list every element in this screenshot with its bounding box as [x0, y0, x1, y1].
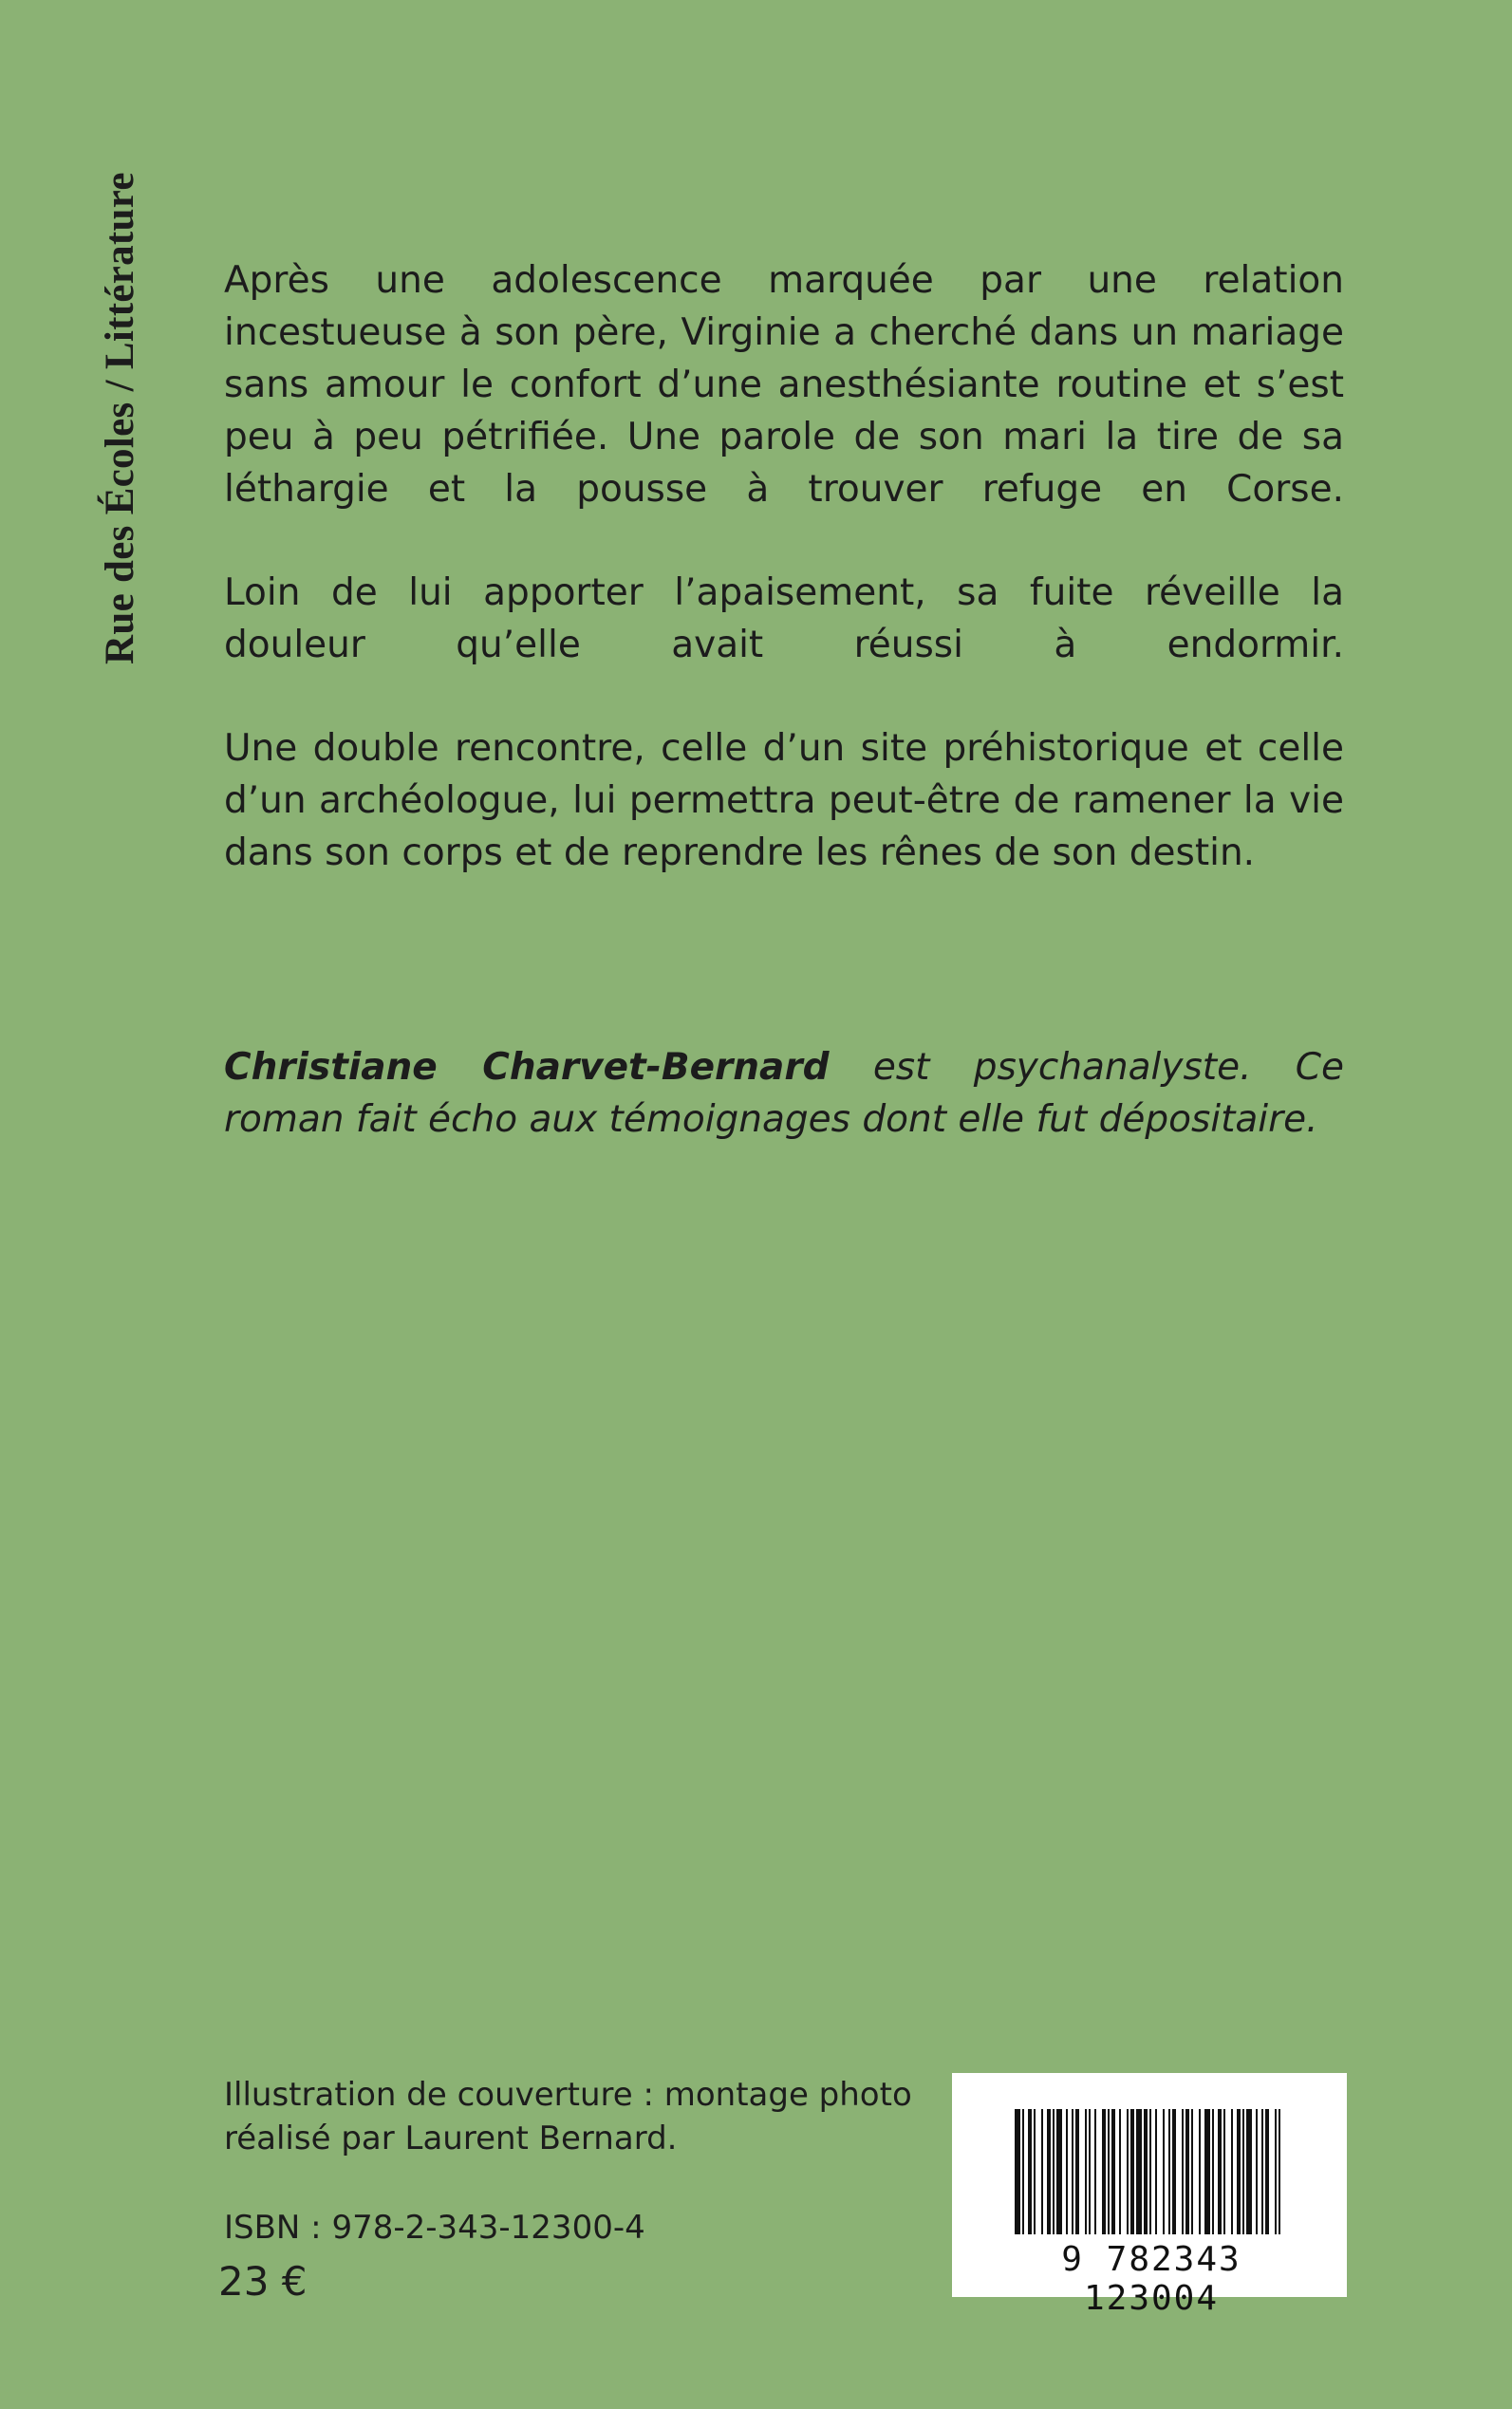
barcode-bar	[1185, 2109, 1189, 2234]
price: 23 €	[218, 2258, 308, 2305]
barcode-bar	[1075, 2109, 1079, 2234]
barcode-bar	[1172, 2109, 1176, 2234]
barcode-bar	[1130, 2109, 1134, 2234]
barcode-bar	[1218, 2109, 1222, 2234]
author-description: est psychanalyste. Ce roman fait écho aux témoignages dont elle fut dépositaire.	[224, 1046, 1344, 1141]
blurb-paragraph-2: Loin de lui apporter l’apaisement, sa fuite réveille la douleur qu’elle avait réussi à endormir.	[224, 571, 1344, 666]
barcode-bar	[1212, 2109, 1214, 2234]
blurb-paragraph-3: Une double rencontre, celle d’un site préhistorique et celle d’un archéologue, lui permettra peut-être de ramener la vie dans son corps et de reprendre les rênes de son destin.	[224, 727, 1344, 874]
barcode-bar	[1041, 2109, 1043, 2234]
barcode-bar	[1136, 2109, 1142, 2234]
barcode-bar	[1242, 2109, 1244, 2234]
barcode-bar	[1072, 2109, 1073, 2234]
barcode-bar	[1034, 2109, 1036, 2234]
barcode-bar	[1111, 2109, 1115, 2234]
barcode-bar	[1015, 2109, 1020, 2234]
barcode-bar	[1149, 2109, 1151, 2234]
barcode-bar	[1191, 2109, 1193, 2234]
barcode-bar	[1089, 2109, 1091, 2234]
barcode-bar	[1199, 2109, 1201, 2234]
barcode-digits: 9 782343 123004	[1061, 2240, 1241, 2318]
barcode-bar	[1275, 2109, 1277, 2234]
barcode-bar	[1066, 2109, 1068, 2234]
barcode-bar	[1119, 2109, 1121, 2234]
barcode-bar	[1256, 2109, 1258, 2234]
barcode-bar	[1265, 2109, 1269, 2234]
barcode-bar	[1223, 2109, 1225, 2234]
barcode	[952, 2073, 1347, 2318]
barcode-bar	[1053, 2109, 1055, 2234]
author-note	[224, 1041, 1344, 1146]
cover-credits-line-1: Illustration de couverture : montage photo	[224, 2076, 912, 2114]
barcode-bar	[1237, 2109, 1241, 2234]
barcode-bar	[1022, 2109, 1024, 2234]
barcode-bar	[1168, 2109, 1170, 2234]
barcode-bar	[1279, 2109, 1280, 2234]
series-label: Rue des Écoles / Littérature	[98, 172, 142, 664]
barcode-bar	[1028, 2109, 1032, 2234]
cover-credits-line-2: réalisé par Laurent Bernard.	[224, 2120, 678, 2157]
barcode-bar	[1246, 2109, 1252, 2234]
blurb-paragraph-1: Après une adolescence marquée par une relation incestueuse à son père, Virginie a cherché dans un mariage sans amour le confort d’une anesthésiante routine et s’est peu à peu pétrifiée. Une parole de son mari la tire de sa léthargie et la pousse à trouver refuge en Corse.	[224, 259, 1344, 511]
barcode-bar	[1182, 2109, 1184, 2234]
barcode-bar	[1085, 2109, 1087, 2234]
barcode-bar	[1204, 2109, 1210, 2234]
barcode-bar	[1231, 2109, 1233, 2234]
barcode-bar	[1108, 2109, 1110, 2234]
barcode-bar	[1047, 2109, 1051, 2234]
barcode-bar	[1155, 2109, 1157, 2234]
barcode-bar	[1127, 2109, 1129, 2234]
barcode-bar	[1163, 2109, 1165, 2234]
blurb	[224, 254, 1344, 930]
barcode-bar	[1261, 2109, 1263, 2234]
barcode-bar	[1056, 2109, 1062, 2234]
barcode-bar	[1102, 2109, 1106, 2234]
author-name: Christiane Charvet-Bernard	[224, 1046, 830, 1089]
barcode-bar	[1094, 2109, 1096, 2234]
isbn: ISBN : 978-2-343-12300-4	[224, 2209, 645, 2247]
barcode-bar	[1144, 2109, 1148, 2234]
cover-credits	[224, 2073, 912, 2160]
